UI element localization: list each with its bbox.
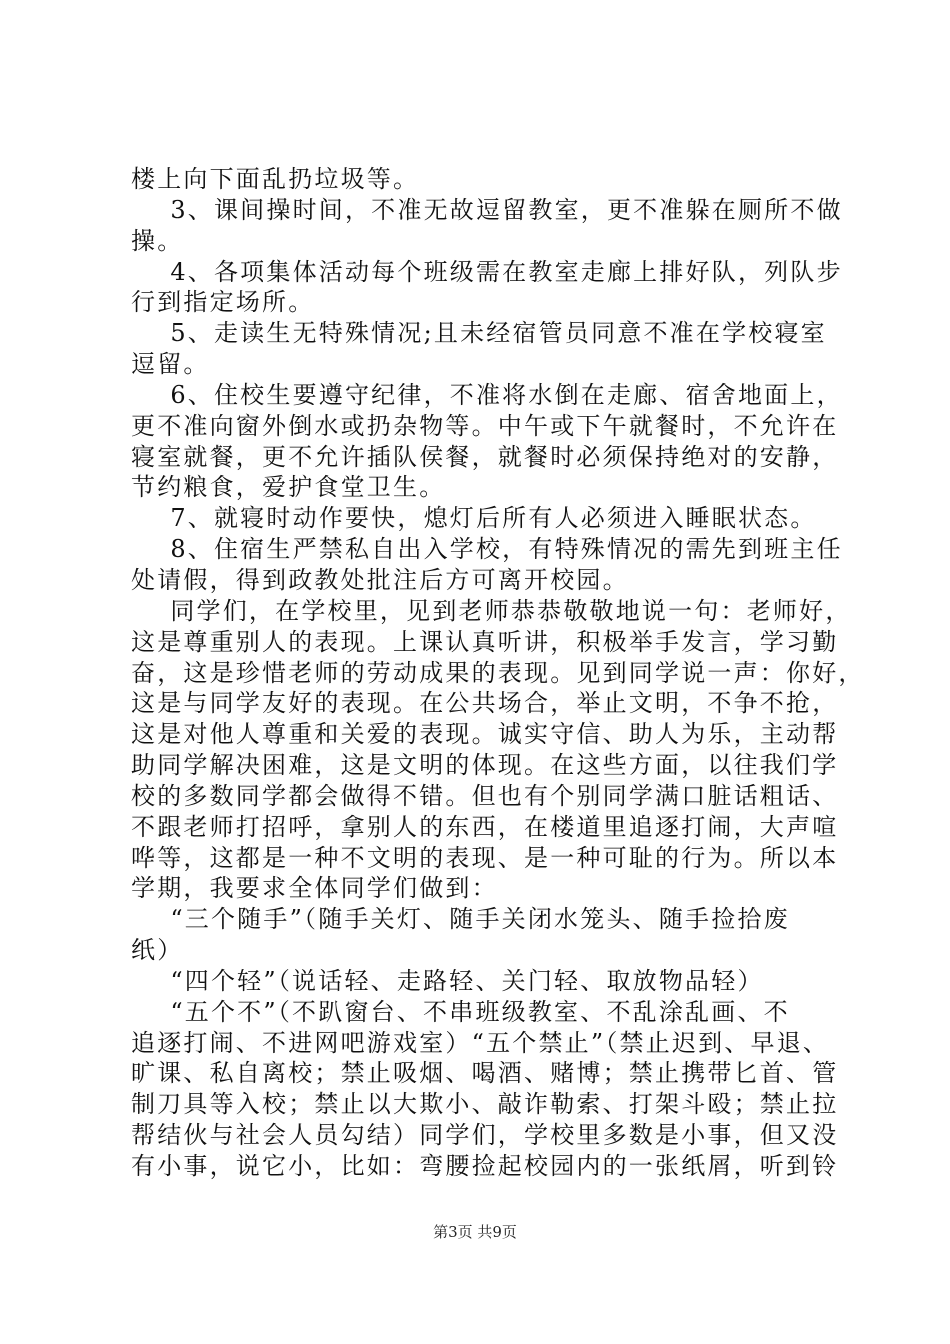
text-line: 逗留。: [131, 350, 210, 379]
text-line: 奋，这是珍惜老师的劳动成果的表现。见到同学说一声：你好，: [131, 658, 865, 687]
text-line: 4、各项集体活动每个班级需在教室走廊上排好队，列队步: [131, 257, 843, 286]
text-line: 这是尊重别人的表现。上课认真听讲，积极举手发言，学习勤: [131, 627, 839, 656]
text-line: 校的多数同学都会做得不错。但也有个别同学满口脏话粗话、: [131, 781, 839, 810]
text-line: 7、就寝时动作要快，熄灯后所有人必须进入睡眠状态。: [131, 504, 817, 533]
text-line: 这是对他人尊重和关爱的表现。诚实守信、助人为乐，主动帮: [131, 720, 839, 749]
text-line: 助同学解决困难，这是文明的体现。在这些方面，以往我们学: [131, 751, 839, 780]
text-line: 更不准向窗外倒水或扔杂物等。中午或下午就餐时，不允许在: [131, 411, 839, 440]
text-line: 3、课间操时间，不准无故逗留教室，更不准躲在厕所不做: [131, 195, 843, 224]
text-line: 旷课、私自离校；禁止吸烟、喝酒、赌博；禁止携带匕首、管: [131, 1059, 839, 1088]
text-line: 不跟老师打招呼，拿别人的东西，在楼道里追逐打闹，大声喧: [131, 812, 839, 841]
text-line: 行到指定场所。: [131, 288, 315, 317]
text-line: 寝室就餐，更不允许插队侯餐，就餐时必须保持绝对的安静，: [131, 442, 839, 471]
text-line: 操。: [131, 226, 184, 255]
text-line: 制刀具等入校；禁止以大欺小、敲诈勒索、打架斗殴；禁止拉: [131, 1090, 839, 1119]
text-line: 纸）: [131, 936, 184, 965]
page-footer: 第3页 共9页: [433, 1223, 517, 1241]
text-line: 有小事，说它小，比如：弯腰捡起校园内的一张纸屑，听到铃: [131, 1152, 839, 1180]
text-line: 节约粮食，爱护食堂卫生。: [131, 473, 446, 502]
text-line: 这是与同学友好的表现。在公共场合，举止文明，不争不抢，: [131, 689, 839, 718]
text-line: 8、住宿生严禁私自出入学校，有特殊情况的需先到班主任: [131, 535, 843, 564]
text-line: “三个随手”（随手关灯、随手关闭水笼头、随手捡拾废: [131, 905, 790, 934]
text-line: 处请假，得到政教处批注后方可离开校园。: [131, 565, 629, 594]
text-line: “四个轻”（说话轻、走路轻、关门轻、取放物品轻）: [131, 966, 764, 995]
text-line: “五个不”（不趴窗台、不串班级教室、不乱涂乱画、不: [131, 997, 790, 1026]
text-line: 6、住校生要遵守纪律，不准将水倒在走廊、宿舍地面上，: [131, 380, 843, 409]
text-line: 楼上向下面乱扔垃圾等。: [131, 165, 420, 193]
text-line: 学期，我要求全体同学们做到：: [131, 874, 498, 903]
text-line: 帮结伙与社会人员勾结）同学们，学校里多数是小事，但又没: [131, 1121, 839, 1150]
text-line: 5、走读生无特殊情况;且未经宿管员同意不准在学校寝室: [131, 319, 827, 348]
text-line: 哗等，这都是一种不文明的表现、是一种可耻的行为。所以本: [131, 843, 839, 872]
text-line: 追逐打闹、不进网吧游戏室）“五个禁止”（禁止迟到、早退、: [131, 1028, 830, 1057]
text-line: 同学们，在学校里，见到老师恭恭敬敬地说一句：老师好，: [131, 596, 852, 625]
document-body: [131, 164, 865, 1182]
